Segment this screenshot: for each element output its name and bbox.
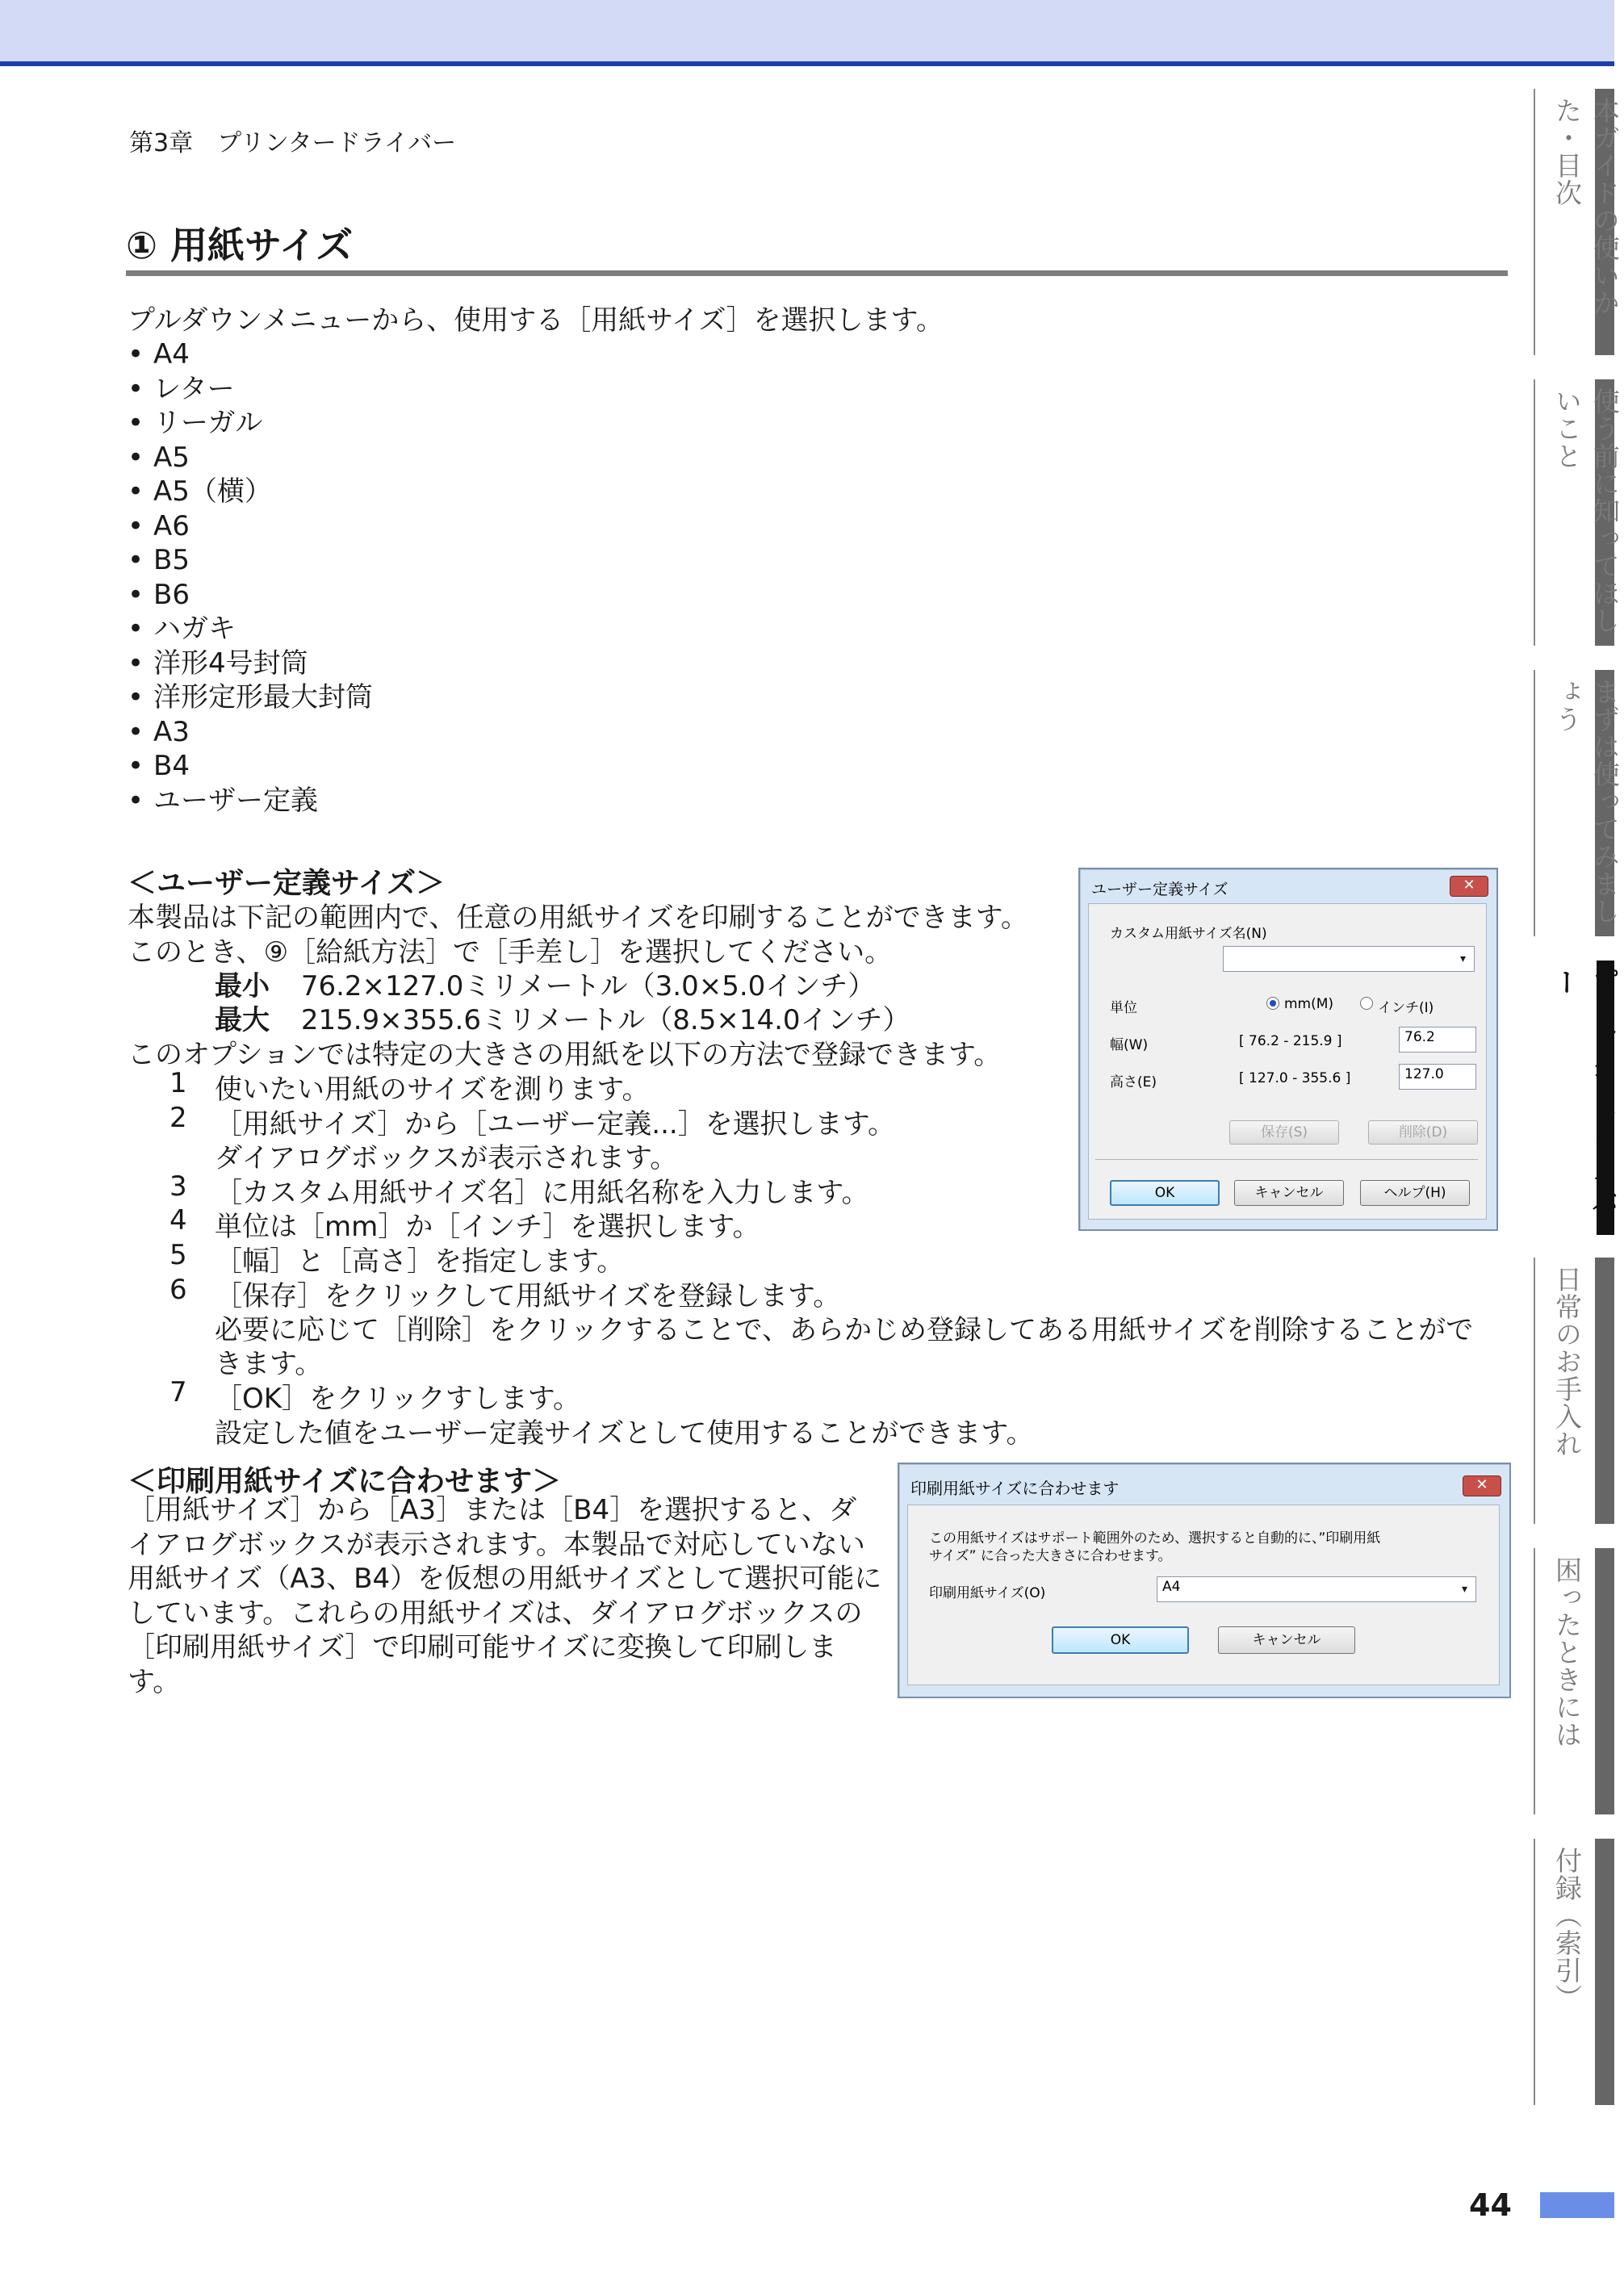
side-tab-appendix[interactable] [1534,1839,1614,2105]
height-label: 高さ(E) [1110,1074,1157,1090]
side-tab-label: 日常のお手入れ [1551,1266,1583,1458]
step-6-sub: 必要に応じて［削除］をクリックすることで、あらかじめ登録してある用紙サイズを削除することがで [215,1314,1474,1346]
list-item: • A4 [128,337,373,372]
list-item: • B5 [128,543,373,578]
side-tab-printer-driver[interactable] [1534,961,1619,1235]
step-text: ［OK］をクリックすします。 [215,1383,580,1415]
width-range: [ 76.2 - 215.9 ] [1239,1033,1342,1049]
dialog-title: ユーザー定義サイズ [1091,881,1228,898]
user-defined-line1: 本製品は下記の範囲内で、任意の用紙サイズを印刷することができます。 [128,902,1028,934]
step-5 [170,1239,624,1279]
dialog-title: 印刷用紙サイズに合わせます [910,1479,1120,1498]
dialog-message-line1: この用紙サイズはサポート範囲外のため、選択すると自動的に、”印刷用紙 [929,1530,1381,1546]
side-tab-before-use[interactable] [1534,379,1621,646]
fit-paper-heading: ＜印刷用紙サイズに合わせます＞ [128,1465,562,1498]
max-range [215,998,910,1037]
header-band [0,0,1614,61]
list-item: • A5 [128,441,373,475]
step-number: 6 [170,1274,187,1306]
max-label: 最大 [215,1004,270,1036]
print-size-label: 印刷用紙サイズ(O) [929,1585,1046,1601]
section-title: ① 用紙サイズ [126,224,354,267]
list-item: • A5（横） [128,475,373,509]
side-tab-label: 使う前に知ってほしいこと [1551,387,1621,634]
tab-bar [1595,1839,1614,2105]
chevron-down-icon[interactable]: ▾ [1462,1583,1468,1596]
max-value: 215.9×355.6ミリメートル（8.5×14.0インチ） [300,1004,910,1036]
user-defined-size-dialog [1078,868,1498,1231]
dialog-message-line2: サイズ” に合った大きさに合わせます。 [929,1548,1172,1564]
unit-mm-radio[interactable] [1266,997,1279,1010]
list-item: • A3 [128,715,373,750]
step-number: 5 [170,1239,187,1271]
fit-paper-dialog [898,1463,1511,1698]
width-input[interactable]: 76.2 [1399,1027,1476,1053]
side-tab-label: プリンタードライバー [1550,969,1619,1216]
side-tab-label: 本ガイドの使いかた・目次 [1551,97,1621,316]
step-text: ［カスタム用紙サイズ名］に用紙名称を入力します。 [215,1177,869,1209]
ok-button[interactable]: OK [1052,1626,1189,1654]
min-label: 最小 [215,970,270,1002]
step-number: 7 [170,1376,187,1408]
intro-text: プルダウンメニューから、使用する［用紙サイズ］を選択します。 [128,304,944,337]
tab-bar [1595,1548,1614,1814]
unit-inch-label: インチ(I) [1378,1000,1434,1016]
user-defined-heading: ＜ユーザー定義サイズ＞ [128,867,446,900]
step-number: 3 [170,1170,187,1203]
close-button[interactable]: ✕ [1463,1475,1501,1496]
height-range: [ 127.0 - 355.6 ] [1239,1070,1351,1086]
save-button[interactable]: 保存(S) [1229,1120,1339,1145]
unit-mm-label: mm(M) [1284,996,1334,1012]
side-tab-troubleshooting[interactable] [1534,1548,1614,1814]
dialog-divider [1095,1159,1478,1160]
side-tab-getting-started[interactable] [1534,670,1621,936]
ok-button[interactable]: OK [1110,1180,1220,1206]
step-text: ［保存］をクリックして用紙サイズを登録します。 [215,1280,841,1312]
dialog-body [907,1505,1500,1685]
list-item: • 洋形4号封筒 [128,647,373,681]
step-text: 使いたい用紙のサイズを測ります。 [215,1074,650,1106]
step-7 [170,1376,580,1416]
help-button[interactable]: ヘルプ(H) [1360,1180,1470,1206]
cancel-button[interactable]: キャンセル [1218,1626,1355,1654]
side-tab-maintenance[interactable] [1534,1258,1614,1524]
list-item: • リーガル [128,406,373,441]
step-number: 4 [170,1204,187,1237]
section-title-rule [126,270,1508,276]
step-4 [170,1204,760,1244]
paper-size-list [128,337,373,818]
list-item: • ハガキ [128,612,373,647]
step-text: 単位は［mm］か［インチ］を選択します。 [215,1211,760,1243]
user-defined-line2: このとき、⑨［給紙方法］で［手差し］を選択してください。 [128,936,893,969]
page-number: 44 [1469,2187,1512,2223]
step-6-sub2: きます。 [215,1348,323,1380]
list-item: • 洋形定形最大封筒 [128,680,373,715]
step-7-sub: 設定した値をユーザー定義サイズとして使用することができます。 [215,1417,1034,1450]
width-label: 幅(W) [1110,1037,1149,1053]
side-tab-label: まずは使ってみましょう [1551,678,1621,925]
list-item: • レター [128,372,373,407]
side-tab-toc[interactable] [1534,89,1621,355]
step-number: 1 [170,1067,187,1099]
user-defined-line3: このオプションでは特定の大きさの用紙を以下の方法で登録できます。 [128,1039,1002,1071]
cancel-button[interactable]: キャンセル [1234,1180,1344,1206]
list-item: • B4 [128,749,373,784]
list-item: • ユーザー定義 [128,784,373,818]
dialog-body [1088,903,1487,1220]
custom-name-label: カスタム用紙サイズ名(N) [1110,926,1267,942]
side-tab-label: 困ったときには [1551,1556,1583,1748]
close-button[interactable]: ✕ [1450,876,1488,897]
side-tab-label: 付録（索引） [1551,1847,1583,2011]
print-size-select[interactable]: A4 [1157,1576,1476,1602]
chapter-label: 第3章 プリンタードライバー [129,129,457,157]
step-2-sub: ダイアログボックスが表示されます。 [215,1142,678,1174]
step-1 [170,1067,650,1107]
chevron-down-icon[interactable]: ▾ [1460,952,1467,965]
custom-name-combobox[interactable] [1223,946,1475,972]
step-text: ［幅］と［高さ］を指定します。 [215,1245,625,1278]
page-number-bar [1540,2192,1614,2218]
tab-bar [1595,1258,1614,1524]
delete-button[interactable]: 削除(D) [1368,1120,1478,1145]
header-rule [0,61,1614,66]
height-input[interactable]: 127.0 [1399,1064,1476,1090]
list-item: • A6 [128,509,373,544]
unit-label: 単位 [1110,1000,1137,1016]
list-item: • B6 [128,578,373,613]
step-number: 2 [170,1102,187,1134]
min-value: 76.2×127.0ミリメートル（3.0×5.0インチ） [300,970,876,1002]
unit-inch-radio[interactable] [1360,997,1373,1010]
step-text: ［用紙サイズ］から［ユーザー定義...］を選択します。 [215,1108,895,1140]
fit-paper-body: ［用紙サイズ］から［A3］または［B4］を選択すると、ダイアログボックスが表示されます。本製品で対応していない用紙サイズ（A3、B4）を仮想の用紙サイズとして選択可能にしています。これらの用紙サイズは、ダイアログボックスの［印刷用紙サイズ］で印刷可能サイズに変換して印刷します。 [128,1494,882,1698]
